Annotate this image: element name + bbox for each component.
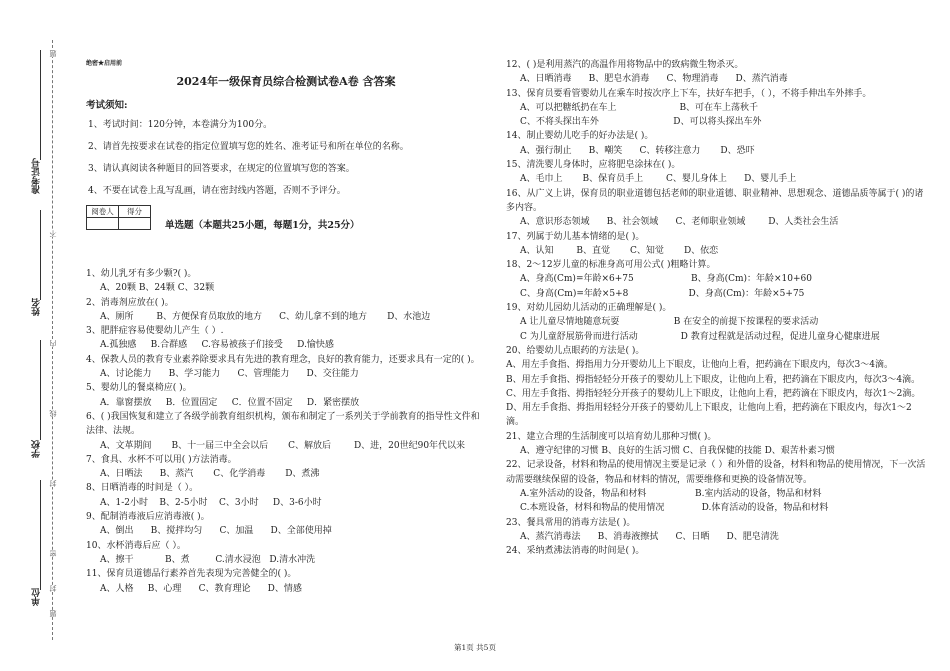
question-text: 22、记录设备，材料和物品的使用情况主要是记录（ ）和外借的设备，材料和物品的使用情况，下一次活动需要继续保留的设备，物品和材料的情况，需要维修和更换的设备情况等。: [506, 460, 926, 485]
question-options: A、蒸汽消毒法 B、消毒液擦拭 C、日晒 D、肥皂清洗: [520, 531, 779, 542]
question-options: A、20颗 B、24颗 C、32颗: [100, 283, 215, 294]
left-column: [86, 58, 486, 596]
question-text: 11、保育员道德品行素养首先表现为完善健全的( )。: [86, 569, 297, 580]
question-text: 23、餐具常用的消毒方法是( )。: [506, 517, 636, 528]
score-table: [86, 205, 151, 230]
question-text: 12、( )是利用蒸汽的高温作用将物品中的致病微生物杀灭。: [506, 60, 744, 70]
margin-char: 密: [49, 550, 57, 557]
question-text: D、用左手食指、拇指用轻轻分开孩子的婴幼儿上下眼皮，让他向上看，把药滴在下眼皮内，每次1～2滴。: [506, 403, 912, 428]
question-options: A、可以把糖纸扔在车上 B、可在车上荡秋千: [520, 102, 759, 113]
question-text: 18、2～12岁儿童的标准身高可用公式( )粗略计算。: [506, 260, 716, 271]
margin-char: 封: [49, 585, 57, 592]
notice-item: 1、考试时间：120分钟，本卷满分为100分。: [88, 120, 273, 130]
score-box: [86, 205, 486, 231]
question-options: A 让儿童尽情地随意玩耍 B 在安全的前提下按课程的要求活动: [520, 317, 819, 328]
page-footer: 第1页 共5页: [454, 643, 496, 652]
question-options: A、文革期间 B、十一届三中全会以后 C、解放后 D、进，20世纪90年代以来: [100, 440, 466, 451]
fill-line: [40, 340, 41, 440]
notice-list: [86, 117, 486, 196]
question-text: 16、从广义上讲，保育员的职业道德包括老师的职业道德、职业精神、思想观念、道德品质等属于( )的诸多内容。: [506, 188, 924, 213]
score-header-score: 得分: [119, 206, 151, 218]
question-text: 17、列属于幼儿基本情绪的是( )。: [506, 231, 645, 242]
question-text: 5、婴幼儿的餐桌椅应( )。: [86, 383, 192, 394]
margin-char: 题: [49, 610, 57, 617]
question-text: 2、消毒剂应放在( )。: [86, 297, 174, 308]
section-heading: 单选题（本题共25小题，每题1分，共25分）: [165, 220, 360, 231]
question-options: A、遵守纪律的习惯 B、良好的生活习惯 C、自我保健的技能 D、艰苦朴素习惯: [520, 446, 835, 457]
question-text: B、用左手食指、拇指轻轻分开孩子的婴幼儿上下眼皮，让他向上看，把药滴在下眼皮内，每次3～4滴。: [506, 374, 921, 385]
question-options: A、倒出 B、搅拌均匀 C、加温 D、全部使用掉: [100, 526, 332, 537]
question-options: A、人格 B、心理 C、教育理论 D、情感: [100, 583, 302, 594]
margin-label-school: 学校: [32, 440, 42, 458]
question-options: C 为儿童舒展筋骨而进行活动 D 教育过程就是活动过程，促进儿童身心健康进展: [520, 331, 880, 342]
question-options: A、讨论能力 B、学习能力 C、管理能力 D、交往能力: [100, 369, 359, 380]
question-options: A、强行制止 B、嘲笑 C、转移注意力 D、恐吓: [520, 145, 755, 156]
question-options: A、身高(Cm)=年龄×6+75 B、身高(Cm)：年龄×10+60: [520, 274, 813, 285]
question-list-right: [506, 58, 926, 558]
fill-line: [40, 210, 41, 300]
fill-line: [40, 480, 41, 590]
score-cell-score[interactable]: [119, 218, 151, 230]
question-text: 13、保育员要看管婴幼儿在乘车时按次序上下车，扶好车把手，（ ），不将手伸出车外摔手。: [506, 88, 872, 99]
right-column: [506, 58, 926, 558]
binding-margin: [8, 40, 68, 640]
fill-line: [40, 50, 41, 160]
question-text: 8、日晒消毒的时间是（ ）。: [86, 483, 199, 494]
page-title: 2024年一级保育员综合检测试卷A卷 含答案: [176, 75, 396, 88]
question-text: 1、幼儿乳牙有多少颗?( )。: [86, 269, 197, 279]
question-text: A、用左手食指、拇指用力分开婴幼儿上下眼皮，让他向上看，把药滴在下眼皮内，每次3～4滴。: [506, 360, 893, 371]
question-options: C、身高(Cm)=年龄×5+8 D、身高(Cm)：年龄×5+75: [520, 288, 805, 299]
question-options: A.孤独感 B.合群感 C.容易被孩子们接受 D.愉快感: [100, 340, 334, 351]
score-cell-grader[interactable]: [87, 218, 119, 230]
score-header-grader: 阅卷人: [87, 206, 119, 218]
question-text: 3、肥胖症容易使婴幼儿产生（ ）.: [86, 326, 224, 337]
question-text: 21、建立合理的生活制度可以培育幼儿那种习惯( )。: [506, 431, 717, 442]
question-options: A、认知 B、直觉 C、知觉 D、依恋: [520, 245, 719, 256]
notice-heading: 考试须知:: [86, 100, 128, 111]
notice-item: 3、请认真阅读各种题目的回答要求，在规定的位置填写您的答案。: [88, 164, 355, 174]
margin-char: 内: [49, 340, 57, 347]
question-text: 6、( )我国恢复和建立了各级学前教育组织机构，颁布和制定了一系列关于学前教育的指导性文件和法律、法规。: [86, 411, 480, 437]
question-options: A、擦干 B、煮 C.清水浸泡 D.清水冲洗: [100, 554, 316, 565]
margin-char: 题: [49, 50, 57, 57]
question-options: A．靠窗摆放 B．位置固定 C．位置不固定 D．紧密摆放: [100, 397, 360, 408]
question-options: A、毛巾上 B、保育员手上 C、婴儿身体上 D、婴儿手上: [520, 174, 797, 185]
margin-char: 线: [49, 410, 57, 417]
question-text: 15、清洗婴儿身体时，应将肥皂涂抹在( )。: [506, 160, 681, 171]
question-text: 20、给婴幼儿点眼药的方法是( )。: [506, 345, 645, 356]
question-text: 7、食具、水杯不可以用( )方法消毒。: [86, 454, 237, 465]
question-list-left: [86, 267, 486, 596]
question-text: 24、采纳煮沸法消毒的时间是( )。: [506, 546, 645, 557]
question-options: C、不将头探出车外 D、可以将头探出车外: [520, 117, 762, 128]
notice-item: 2、请首先按要求在试卷的指定位置填写您的姓名、准考证号和所在单位的名称。: [88, 142, 409, 152]
question-text: 4、保教人员的教育专业素养除要求具有先进的教育理念，良好的教育能力，还要求具有一定的( )。: [86, 354, 480, 365]
secret-mark: 绝密★启用前: [86, 60, 123, 67]
question-options: A、意识形态领域 B、社会领域 C、老师职业领域 D、人类社会生活: [520, 217, 839, 228]
question-text: 10、水杯消毒后应（ ）。: [86, 540, 186, 551]
notice-item: 4、不要在试卷上乱写乱画，请在密封线内答题，否则不予评分。: [88, 186, 346, 196]
margin-label-exam-number: 准考证号: [32, 158, 42, 194]
question-options: C.本班设备，材料和物品的使用情况 D.体育活动的设备，物品和材料: [520, 503, 829, 514]
question-options: A、日晒法 B、蒸汽 C、化学消毒 D、煮沸: [100, 469, 320, 480]
margin-char: 封: [49, 480, 57, 487]
question-options: A.室外活动的设备，物品和材料 B.室内活动的设备，物品和材料: [520, 488, 822, 499]
margin-label-unit: 单位: [32, 588, 42, 606]
margin-char: 不: [49, 230, 57, 237]
question-text: C、用左手食指、拇指轻轻分开孩子的婴幼儿上下眼皮，让他向上看，把药滴在下眼皮内，每次1～2滴。: [506, 388, 921, 399]
margin-label-name: 姓名: [32, 298, 42, 316]
question-text: 9、配制消毒液后应消毒液( )。: [86, 512, 210, 523]
question-options: A、日晒消毒 B、肥皂水消毒 C、物理消毒 D、蒸汽消毒: [520, 74, 788, 85]
question-text: 19、对幼儿园幼儿活动的正确理解是( )。: [506, 303, 672, 314]
question-options: A、1-2小时 B、2-5小时 C、3小时 D、3-6小时: [100, 497, 322, 508]
question-options: A、厕所 B、方便保育员取放的地方 C、幼儿拿不到的地方 D、水池边: [100, 311, 431, 322]
question-text: 14、制止婴幼儿吃手的好办法是( )。: [506, 131, 654, 142]
